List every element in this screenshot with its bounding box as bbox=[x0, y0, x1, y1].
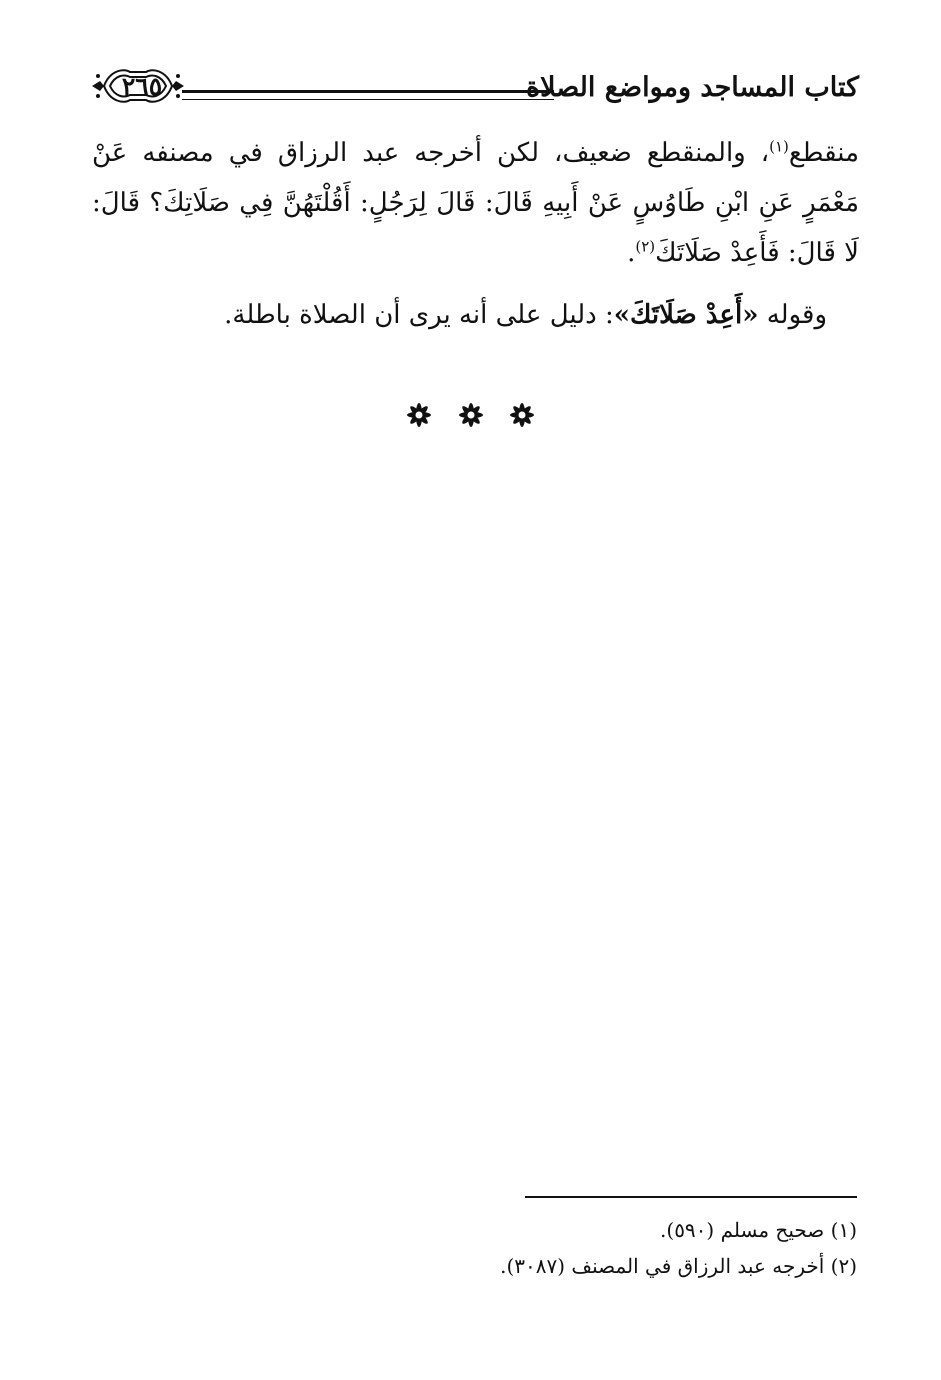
main-text bbox=[92, 128, 859, 340]
text-run: : دليل على أنه يرى أن الصلاة باطلة. bbox=[224, 300, 614, 330]
text-run: ، والمنقطع ضعيف، لكن أخرجه عبد الرزاق في مصنفه عَنْ مَعْمَرٍ عَنِ ابْنِ طَاوُسٍ عَنْ أَبِيهِ قَالَ: قَالَ لِرَجُلٍ: أَقُلْتَهُنَّ فِي صَلَاتِكَ؟ قَالَ: لَا قَالَ: فَأَعِدْ صَلَاتَكَ bbox=[92, 138, 859, 268]
footnote-2: (٢) أخرجه عبد الرزاق في المصنف (٣٠٨٧). bbox=[500, 1254, 857, 1278]
page-header bbox=[90, 60, 859, 116]
running-title: كتاب المساجد ومواضع الصلاة bbox=[525, 72, 859, 103]
text-run: . bbox=[627, 238, 636, 268]
footnotes bbox=[92, 1212, 857, 1284]
paragraph bbox=[92, 290, 859, 340]
footnote-1: (١) صحيح مسلم (٥٩٠). bbox=[660, 1218, 857, 1242]
footnote-ref-2: (٢) bbox=[635, 237, 656, 256]
footnote-ref-1: (١) bbox=[769, 137, 789, 156]
footnote-rule bbox=[525, 1196, 857, 1198]
paragraph bbox=[92, 128, 859, 278]
text-run: وقوله bbox=[766, 300, 827, 330]
page-number-ornament bbox=[90, 62, 186, 110]
page-number: ٢٦٥ bbox=[121, 72, 163, 101]
flower-star-icon bbox=[456, 400, 486, 430]
header-rule bbox=[182, 90, 554, 100]
flower-star-icon bbox=[404, 400, 434, 430]
flower-star-icon bbox=[507, 400, 537, 430]
section-separator bbox=[0, 400, 941, 434]
quoted-phrase: «أَعِدْ صَلَاتَكَ» bbox=[613, 300, 759, 330]
text-run: منقطع bbox=[788, 138, 859, 168]
